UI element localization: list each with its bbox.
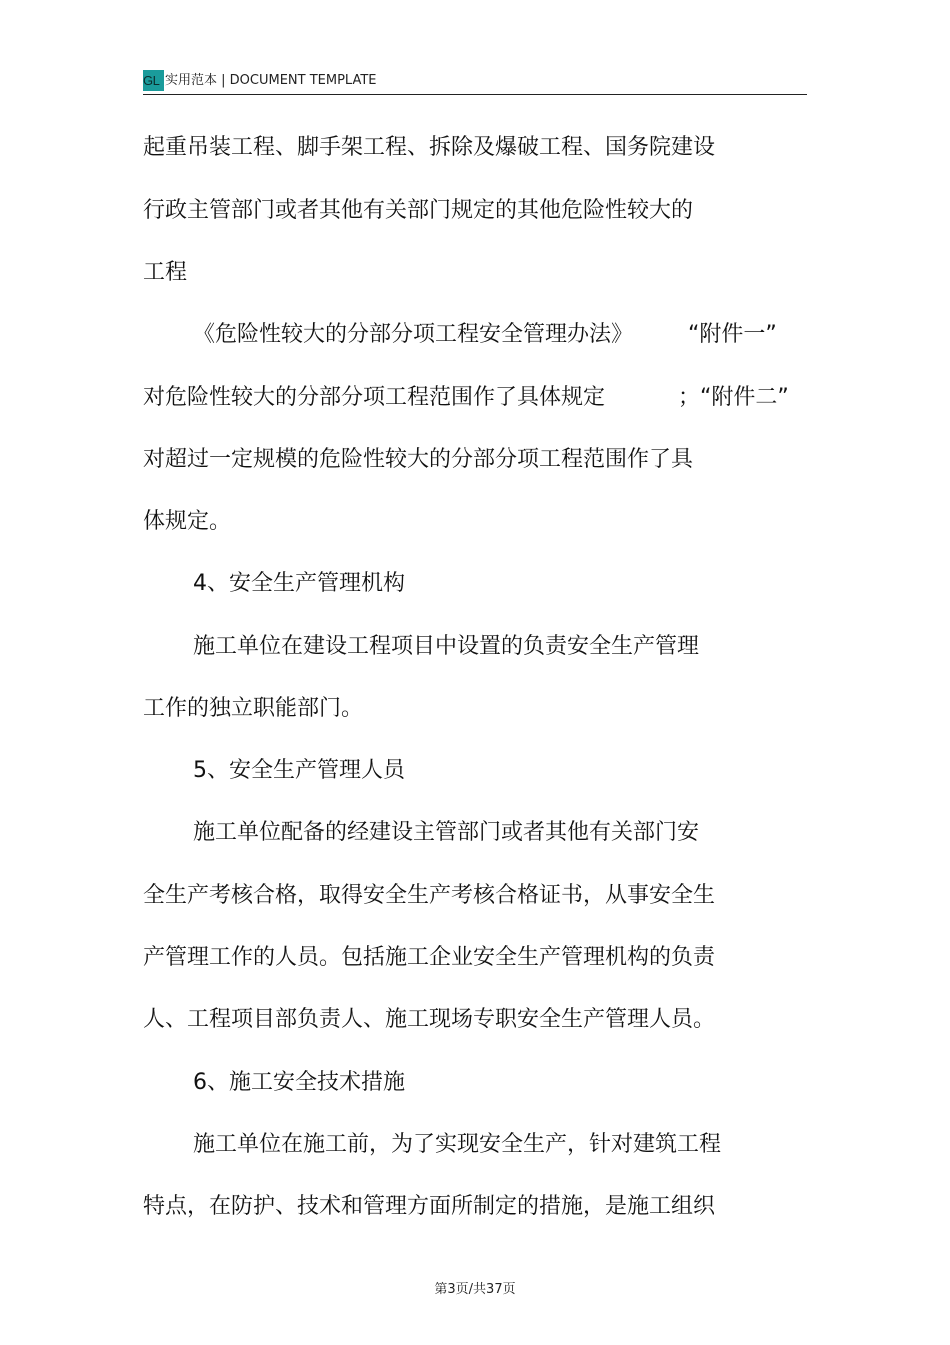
paragraph-line: 人、工程项目部负责人、施工现场专职安全生产管理人员。 (143, 1007, 716, 1032)
paragraph-line: 产管理工作的人员。包括施工企业安全生产管理机构的负责 (143, 945, 716, 970)
document-header (143, 70, 807, 95)
paragraph-line: 对超过一定规模的危险性较大的分部分项工程范围作了具 (143, 447, 694, 472)
paragraph-line: 施工单位在施工前，为了实现安全生产，针对建筑工程 (193, 1132, 722, 1157)
paragraph-line: 特点，在防护、技术和管理方面所制定的措施，是施工组织 (143, 1194, 716, 1219)
paragraph-line: 起重吊装工程、脚手架工程、拆除及爆破工程、国务院建设 (143, 135, 716, 160)
section-heading: 4、安全生产管理机构 (193, 571, 405, 596)
paragraph-line: 行政主管部门或者其他有关部门规定的其他危险性较大的 (143, 198, 694, 223)
paragraph-line: ；“附件二” (678, 385, 789, 410)
section-heading: 5、安全生产管理人员 (193, 758, 405, 783)
gl-logo: GL (143, 70, 164, 91)
paragraph-line: 工程 (143, 260, 188, 285)
paragraph-line: 体规定。 (143, 509, 232, 534)
paragraph-line: 《危险性较大的分部分项工程安全管理办法》 (193, 322, 634, 347)
page-number: 第3页/共37页 (434, 1282, 516, 1297)
paragraph-line: 工作的独立职能部门。 (143, 696, 364, 721)
header-title: 实用范本 | DOCUMENT TEMPLATE (165, 73, 377, 88)
paragraph-line: 对危险性较大的分部分项工程范围作了具体规定 (143, 385, 606, 410)
paragraph-line: 全生产考核合格，取得安全生产考核合格证书，从事安全生 (143, 883, 716, 908)
section-heading: 6、施工安全技术措施 (193, 1070, 405, 1095)
paragraph-line: 施工单位在建设工程项目中设置的负责安全生产管理 (193, 634, 700, 659)
paragraph-line: “附件一” (688, 322, 777, 347)
paragraph-line: 施工单位配备的经建设主管部门或者其他有关部门安 (193, 820, 700, 845)
